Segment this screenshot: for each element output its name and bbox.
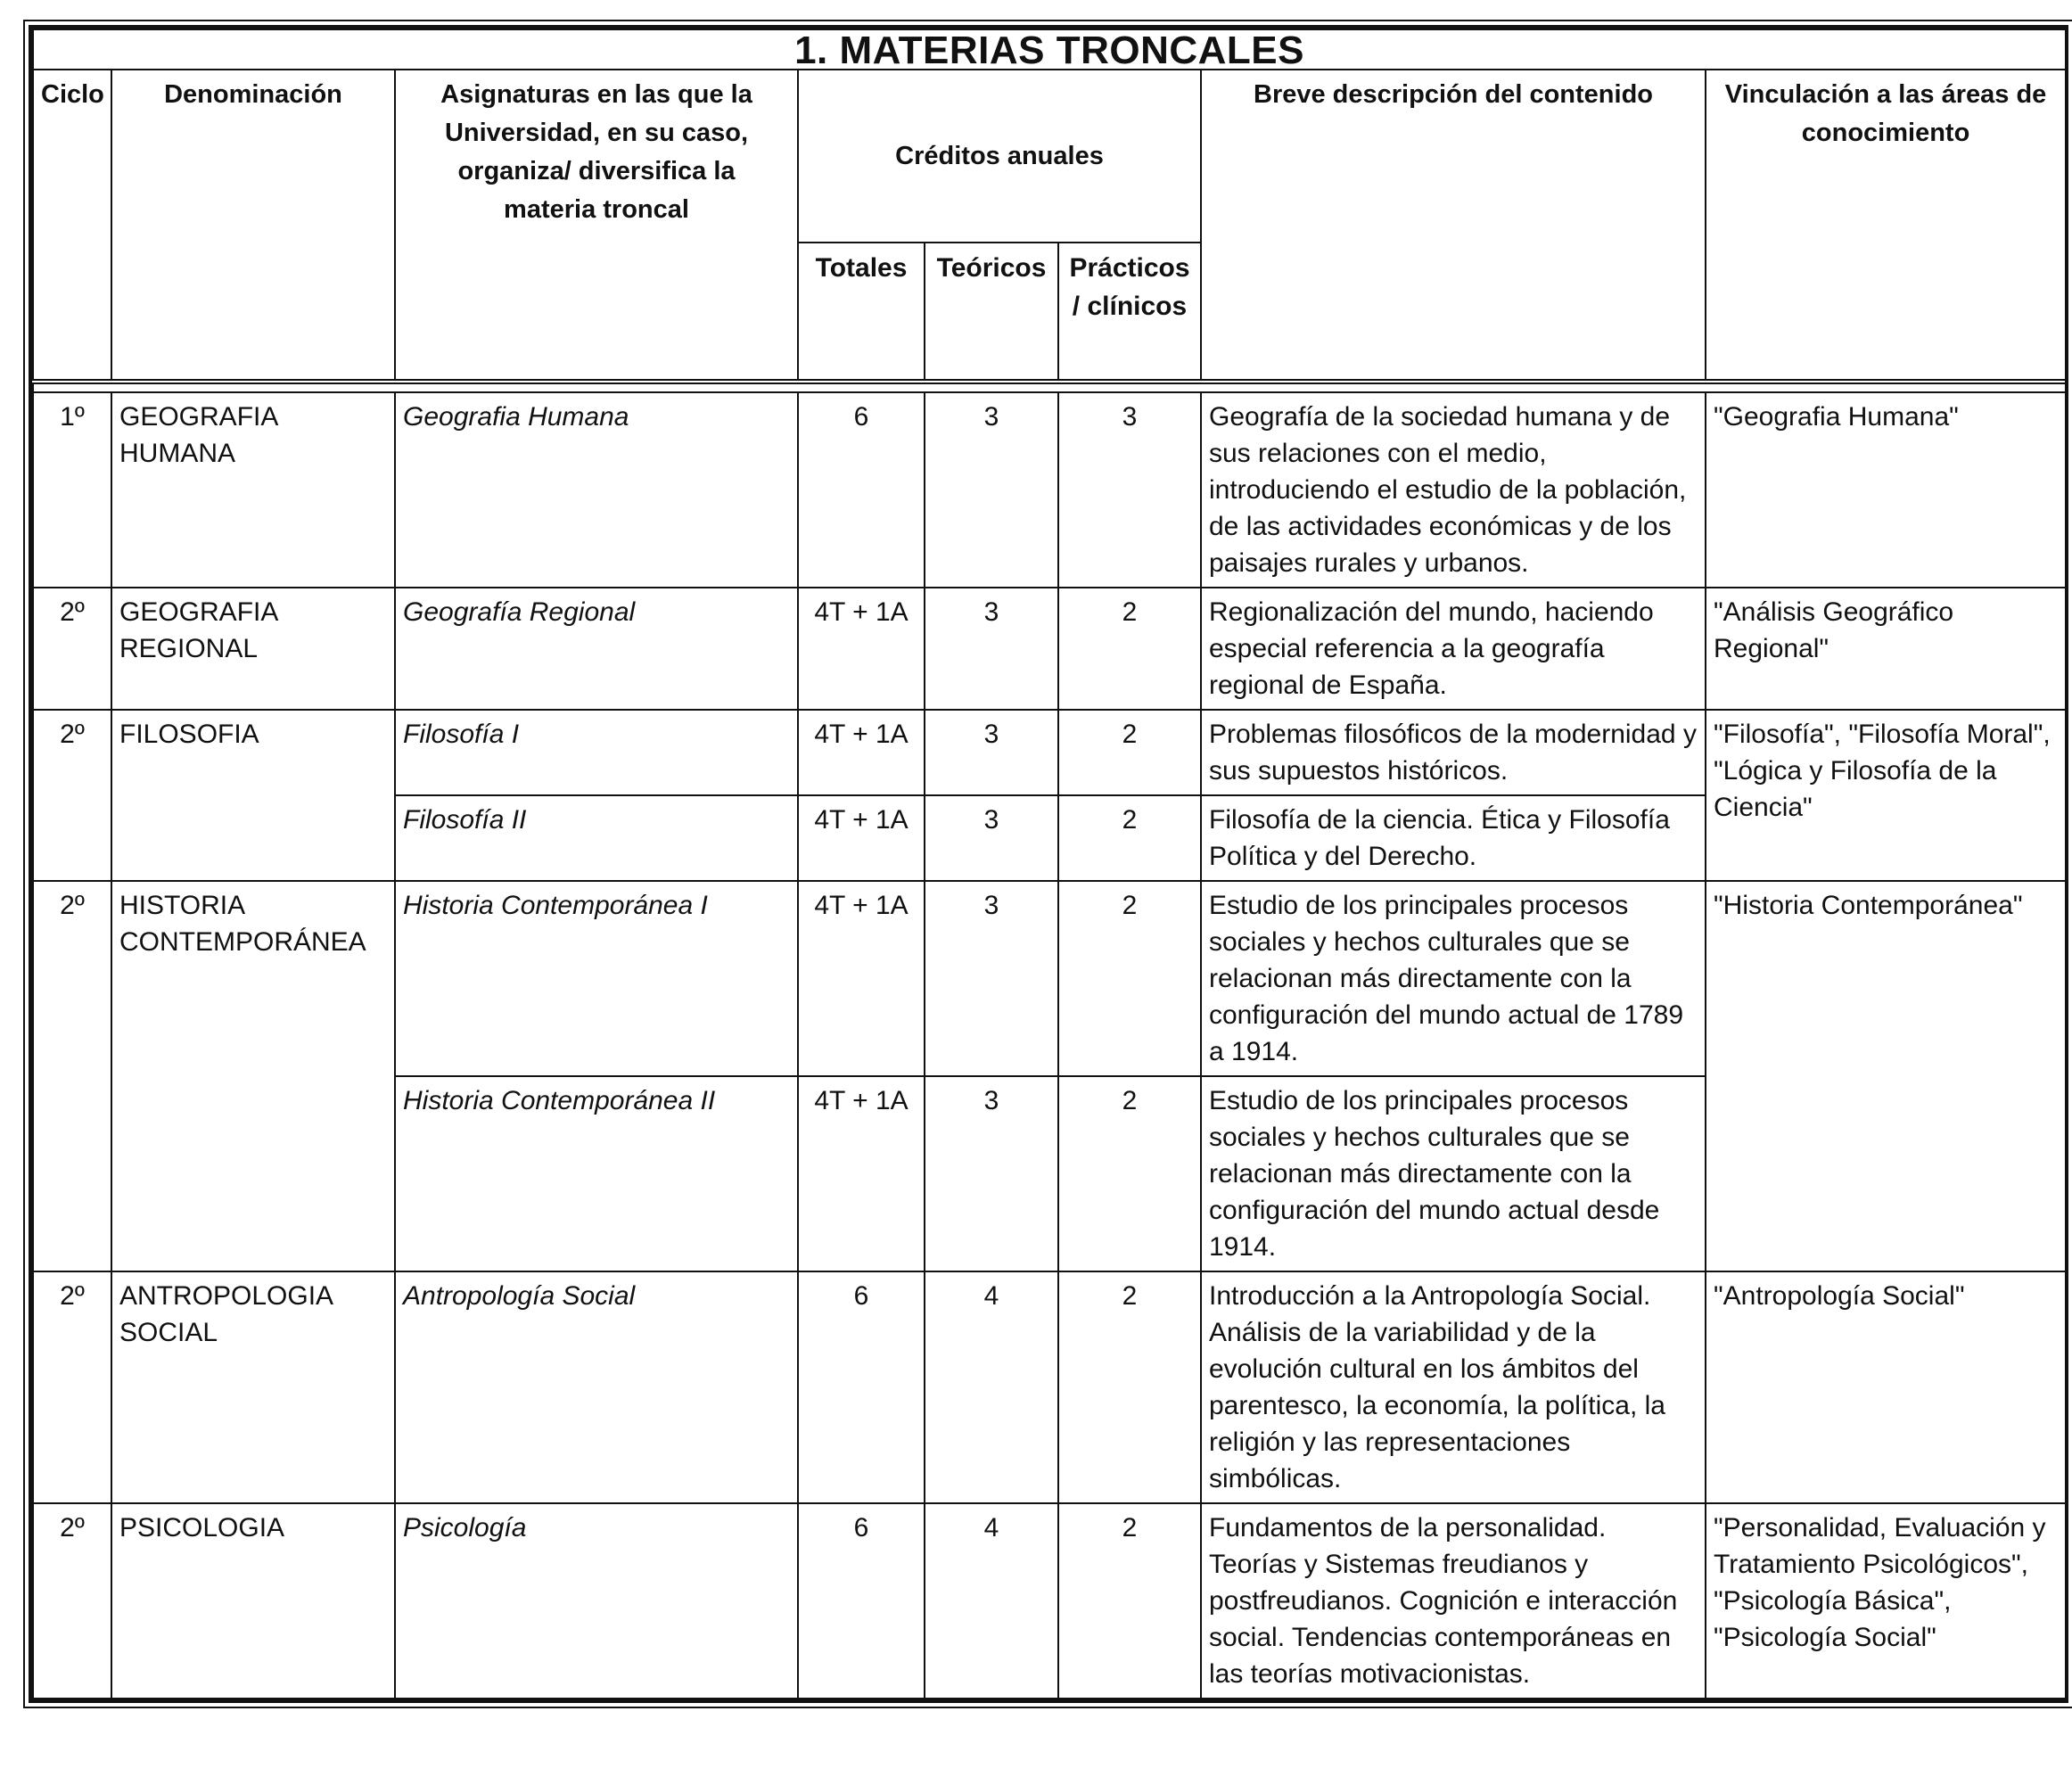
cell-teoricos: 4 — [925, 1271, 1058, 1503]
header-denominacion: Denominación — [111, 70, 395, 382]
cell-practicos: 2 — [1058, 881, 1201, 1076]
cell-asignatura: Historia Contemporánea I — [395, 881, 798, 1076]
cell-totales: 4T + 1A — [798, 795, 925, 881]
cell-ciclo: 2º — [33, 588, 111, 710]
cell-denominacion: PSICOLOGIA — [111, 1503, 395, 1699]
document-page — [29, 25, 2068, 1703]
cell-ciclo: 2º — [33, 1503, 111, 1699]
cell-practicos: 2 — [1058, 795, 1201, 881]
header-totales: Totales — [798, 243, 925, 382]
table-row — [33, 588, 2066, 710]
cell-practicos: 2 — [1058, 1271, 1201, 1503]
cell-denominacion: FILOSOFIA — [111, 710, 395, 881]
table-title: 1. MATERIAS TRONCALES — [33, 29, 2066, 70]
cell-denominacion: HISTORIA CONTEMPORÁNEA — [111, 881, 395, 1271]
cell-totales: 6 — [798, 1271, 925, 1503]
cell-vinculacion: "Historia Contemporánea" — [1706, 881, 2066, 1271]
cell-vinculacion: "Análisis Geográfico Regional" — [1706, 588, 2066, 710]
cell-teoricos: 3 — [925, 1076, 1058, 1271]
cell-ciclo: 2º — [33, 881, 111, 1271]
cell-ciclo: 2º — [33, 710, 111, 881]
cell-asignatura: Geografía Regional — [395, 588, 798, 710]
header-creditos: Créditos anuales — [798, 70, 1201, 243]
cell-practicos: 2 — [1058, 1076, 1201, 1271]
cell-totales: 6 — [798, 392, 925, 588]
materias-troncales-table — [32, 29, 2067, 1699]
cell-asignatura: Psicología — [395, 1503, 798, 1699]
table-row — [33, 392, 2066, 588]
cell-ciclo: 1º — [33, 392, 111, 588]
cell-descripcion: Problemas filosóficos de la modernidad y sus supuestos históricos. — [1201, 710, 1706, 795]
cell-denominacion: ANTROPOLOGIA SOCIAL — [111, 1271, 395, 1503]
header-descripcion: Breve descripción del contenido — [1201, 70, 1706, 382]
cell-descripcion: Introducción a la Antropología Social. Análisis de la variabilidad y de la evolución cultural en los ámbitos del parentesco, la economía, la política, la religión y las representaciones simbólicas. — [1201, 1271, 1706, 1503]
table-row — [33, 1271, 2066, 1503]
cell-asignatura: Filosofía II — [395, 795, 798, 881]
cell-vinculacion: "Filosofía", "Filosofía Moral", "Lógica y Filosofía de la Ciencia" — [1706, 710, 2066, 881]
cell-descripcion: Estudio de los principales procesos sociales y hechos culturales que se relacionan más directamente con la configuración del mundo actual desde 1914. — [1201, 1076, 1706, 1271]
cell-totales: 4T + 1A — [798, 710, 925, 795]
cell-descripcion: Geografía de la sociedad humana y de sus relaciones con el medio, introduciendo el estudio de la población, de las actividades económicas y de los paisajes rurales y urbanos. — [1201, 392, 1706, 588]
cell-denominacion: GEOGRAFIA HUMANA — [111, 392, 395, 588]
table-row — [33, 881, 2066, 1076]
cell-teoricos: 3 — [925, 392, 1058, 588]
cell-vinculacion: "Personalidad, Evaluación y Tratamiento Psicológicos", "Psicología Básica", "Psicología Social" — [1706, 1503, 2066, 1699]
header-vinculacion: Vinculación a las áreas de conocimiento — [1706, 70, 2066, 382]
cell-teoricos: 3 — [925, 588, 1058, 710]
cell-teoricos: 3 — [925, 710, 1058, 795]
header-practicos: Prácticos / clínicos — [1058, 243, 1201, 382]
table-row — [33, 1503, 2066, 1699]
table-row — [33, 710, 2066, 795]
cell-practicos: 2 — [1058, 588, 1201, 710]
cell-vinculacion: "Geografia Humana" — [1706, 392, 2066, 588]
cell-denominacion: GEOGRAFIA REGIONAL — [111, 588, 395, 710]
cell-totales: 6 — [798, 1503, 925, 1699]
cell-asignatura: Geografia Humana — [395, 392, 798, 588]
cell-descripcion: Regionalización del mundo, haciendo especial referencia a la geografía regional de España. — [1201, 588, 1706, 710]
cell-asignatura: Antropología Social — [395, 1271, 798, 1503]
cell-practicos: 3 — [1058, 392, 1201, 588]
cell-totales: 4T + 1A — [798, 881, 925, 1076]
header-ciclo: Ciclo — [33, 70, 111, 382]
header-asignaturas: Asignaturas en las que la Universidad, en su caso, organiza/ diversifica la materia troncal — [395, 70, 798, 382]
header-teoricos: Teóricos — [925, 243, 1058, 382]
cell-totales: 4T + 1A — [798, 1076, 925, 1271]
cell-descripcion: Filosofía de la ciencia. Ética y Filosofía Política y del Derecho. — [1201, 795, 1706, 881]
cell-teoricos: 4 — [925, 1503, 1058, 1699]
cell-ciclo: 2º — [33, 1271, 111, 1503]
cell-teoricos: 3 — [925, 881, 1058, 1076]
cell-totales: 4T + 1A — [798, 588, 925, 710]
cell-asignatura: Filosofía I — [395, 710, 798, 795]
cell-descripcion: Fundamentos de la personalidad. Teorías y Sistemas freudianos y postfreudianos. Cognición e interacción social. Tendencias contemporáneas en las teorías motivacionistas. — [1201, 1503, 1706, 1699]
cell-descripcion: Estudio de los principales procesos sociales y hechos culturales que se relacionan más directamente con la configuración del mundo actual de 1789 a 1914. — [1201, 881, 1706, 1076]
cell-asignatura: Historia Contemporánea II — [395, 1076, 798, 1271]
cell-practicos: 2 — [1058, 1503, 1201, 1699]
table-body — [33, 392, 2066, 1699]
cell-practicos: 2 — [1058, 710, 1201, 795]
cell-vinculacion: "Antropología Social" — [1706, 1271, 2066, 1503]
cell-teoricos: 3 — [925, 795, 1058, 881]
